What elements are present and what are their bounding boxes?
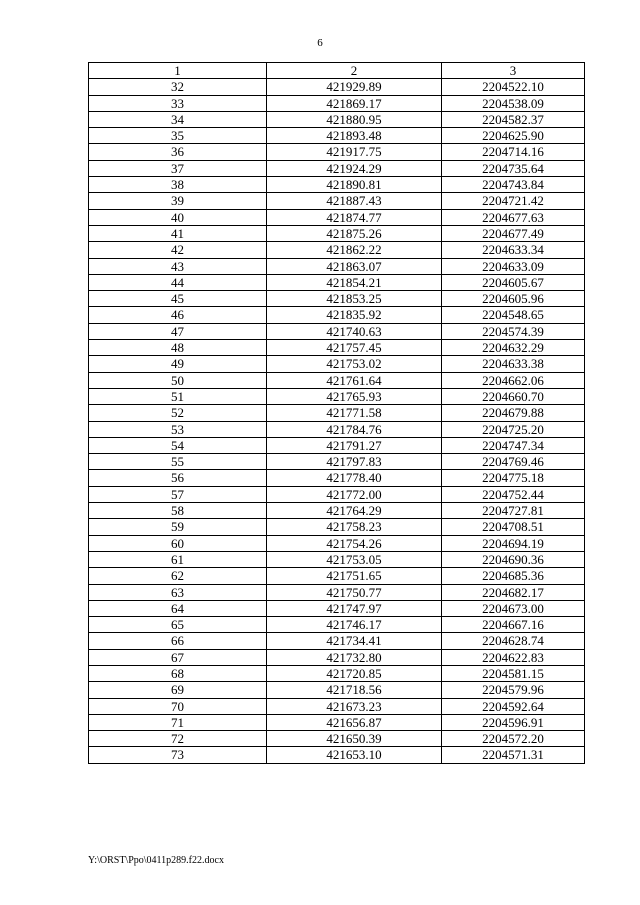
table-row	[89, 437, 585, 453]
table-cell: 2204628.74	[442, 633, 585, 649]
table-row	[89, 128, 585, 144]
table-cell: 41	[89, 225, 267, 241]
table-cell: 2204538.09	[442, 95, 585, 111]
table-row	[89, 454, 585, 470]
table-row	[89, 144, 585, 160]
table-cell: 62	[89, 568, 267, 584]
table-cell: 43	[89, 258, 267, 274]
table-cell: 52	[89, 405, 267, 421]
table-row	[89, 340, 585, 356]
table-cell: 2204682.17	[442, 584, 585, 600]
table-cell: 421673.23	[267, 698, 442, 714]
table-cell: 421853.25	[267, 291, 442, 307]
table-row	[89, 649, 585, 665]
table-cell: 2204596.91	[442, 714, 585, 730]
table-cell: 42	[89, 242, 267, 258]
table-row	[89, 79, 585, 95]
table-cell: 53	[89, 421, 267, 437]
table-cell: 421761.64	[267, 372, 442, 388]
table-cell: 421924.29	[267, 160, 442, 176]
table-row	[89, 519, 585, 535]
table-row	[89, 258, 585, 274]
table-cell: 2204694.19	[442, 535, 585, 551]
table-row	[89, 568, 585, 584]
table-cell: 421746.17	[267, 617, 442, 633]
table-cell: 2204735.64	[442, 160, 585, 176]
table-cell: 421854.21	[267, 274, 442, 290]
table-cell: 421772.00	[267, 486, 442, 502]
table-cell: 70	[89, 698, 267, 714]
table-cell: 36	[89, 144, 267, 160]
table-cell: 2204727.81	[442, 503, 585, 519]
table-cell: 2204747.34	[442, 437, 585, 453]
table-cell: 421750.77	[267, 584, 442, 600]
table-row	[89, 535, 585, 551]
table-cell: 421720.85	[267, 665, 442, 681]
table-row	[89, 682, 585, 698]
table-cell: 421757.45	[267, 340, 442, 356]
table-cell: 65	[89, 617, 267, 633]
table-cell: 45	[89, 291, 267, 307]
table-cell: 2204690.36	[442, 551, 585, 567]
table-cell: 421862.22	[267, 242, 442, 258]
table-cell: 421765.93	[267, 388, 442, 404]
table-cell: 2204574.39	[442, 323, 585, 339]
table-row	[89, 731, 585, 747]
table-cell: 421880.95	[267, 111, 442, 127]
table-cell: 71	[89, 714, 267, 730]
table-cell: 32	[89, 79, 267, 95]
table-cell: 66	[89, 633, 267, 649]
table-cell: 2204582.37	[442, 111, 585, 127]
table-cell: 33	[89, 95, 267, 111]
table-row	[89, 600, 585, 616]
table-row	[89, 470, 585, 486]
table-cell: 421754.26	[267, 535, 442, 551]
table-row	[89, 665, 585, 681]
table-cell: 2204667.16	[442, 617, 585, 633]
table-cell: 421893.48	[267, 128, 442, 144]
table-row	[89, 111, 585, 127]
table-row	[89, 209, 585, 225]
table-row	[89, 633, 585, 649]
table-body	[89, 79, 585, 763]
table-row	[89, 291, 585, 307]
page-number: 6	[317, 37, 323, 49]
table-cell: 2204633.38	[442, 356, 585, 372]
table-cell: 73	[89, 747, 267, 763]
table-row	[89, 242, 585, 258]
table-row	[89, 177, 585, 193]
table-cell: 2204679.88	[442, 405, 585, 421]
table-cell: 421753.05	[267, 551, 442, 567]
table-row	[89, 617, 585, 633]
table-row	[89, 486, 585, 502]
table-row	[89, 323, 585, 339]
table-cell: 2204572.20	[442, 731, 585, 747]
table-row	[89, 356, 585, 372]
table-cell: 421732.80	[267, 649, 442, 665]
table-cell: 63	[89, 584, 267, 600]
table-cell: 421791.27	[267, 437, 442, 453]
table-cell: 46	[89, 307, 267, 323]
table-cell: 2204605.96	[442, 291, 585, 307]
table-cell: 34	[89, 111, 267, 127]
table-cell: 2204685.36	[442, 568, 585, 584]
table-cell: 421653.10	[267, 747, 442, 763]
table-cell: 68	[89, 665, 267, 681]
table-cell: 421734.41	[267, 633, 442, 649]
table-cell: 2204592.64	[442, 698, 585, 714]
table-cell: 61	[89, 551, 267, 567]
table-row	[89, 95, 585, 111]
table-cell: 57	[89, 486, 267, 502]
table-cell: 2204522.10	[442, 79, 585, 95]
table-row	[89, 747, 585, 763]
table-cell: 421740.63	[267, 323, 442, 339]
table-cell: 2204677.63	[442, 209, 585, 225]
table-cell: 38	[89, 177, 267, 193]
table-cell: 421863.07	[267, 258, 442, 274]
coordinates-table	[88, 62, 585, 764]
table-cell: 2204714.16	[442, 144, 585, 160]
table-row	[89, 160, 585, 176]
table-cell: 2204721.42	[442, 193, 585, 209]
table-cell: 421718.56	[267, 682, 442, 698]
table-cell: 40	[89, 209, 267, 225]
table-cell: 64	[89, 600, 267, 616]
table-cell: 421747.97	[267, 600, 442, 616]
table-cell: 421784.76	[267, 421, 442, 437]
table-cell: 421764.29	[267, 503, 442, 519]
table-cell: 37	[89, 160, 267, 176]
table-cell: 72	[89, 731, 267, 747]
table-row	[89, 698, 585, 714]
table-cell: 2204632.29	[442, 340, 585, 356]
table-cell: 2204579.96	[442, 682, 585, 698]
table-cell: 59	[89, 519, 267, 535]
table-cell: 421650.39	[267, 731, 442, 747]
table-cell: 2204622.83	[442, 649, 585, 665]
table-cell: 2204633.34	[442, 242, 585, 258]
table-cell: 39	[89, 193, 267, 209]
table-row	[89, 193, 585, 209]
table-cell: 51	[89, 388, 267, 404]
table-cell: 421835.92	[267, 307, 442, 323]
table-cell: 421869.17	[267, 95, 442, 111]
table-cell: 421917.75	[267, 144, 442, 160]
table-cell: 421771.58	[267, 405, 442, 421]
table-row	[89, 225, 585, 241]
table-cell: 2204769.46	[442, 454, 585, 470]
table-cell: 421758.23	[267, 519, 442, 535]
table-cell: 2204625.90	[442, 128, 585, 144]
table-cell: 58	[89, 503, 267, 519]
table-cell: 2204775.18	[442, 470, 585, 486]
table-cell: 421890.81	[267, 177, 442, 193]
footer-file-path: Y:\ORST\Ppo\0411p289.f22.docx	[88, 855, 224, 866]
table-row	[89, 421, 585, 437]
table-cell: 2204571.31	[442, 747, 585, 763]
table-cell: 35	[89, 128, 267, 144]
table-cell: 421797.83	[267, 454, 442, 470]
table-cell: 56	[89, 470, 267, 486]
table-cell: 55	[89, 454, 267, 470]
table-cell: 421874.77	[267, 209, 442, 225]
table-cell: 60	[89, 535, 267, 551]
column-header: 3	[442, 63, 585, 79]
table-cell: 421778.40	[267, 470, 442, 486]
table-cell: 421656.87	[267, 714, 442, 730]
table-cell: 421887.43	[267, 193, 442, 209]
table-cell: 48	[89, 340, 267, 356]
table-cell: 2204605.67	[442, 274, 585, 290]
table-cell: 2204581.15	[442, 665, 585, 681]
table-cell: 2204633.09	[442, 258, 585, 274]
table-cell: 54	[89, 437, 267, 453]
table-row	[89, 584, 585, 600]
table-cell: 2204743.84	[442, 177, 585, 193]
table-cell: 421875.26	[267, 225, 442, 241]
table-cell: 2204548.65	[442, 307, 585, 323]
table-row	[89, 551, 585, 567]
table-cell: 2204708.51	[442, 519, 585, 535]
table-header-row	[89, 63, 585, 79]
table-row	[89, 388, 585, 404]
table-cell: 50	[89, 372, 267, 388]
table-row	[89, 307, 585, 323]
table-cell: 44	[89, 274, 267, 290]
table-cell: 2204660.70	[442, 388, 585, 404]
table-cell: 2204673.00	[442, 600, 585, 616]
table-cell: 69	[89, 682, 267, 698]
table-row	[89, 405, 585, 421]
table-cell: 421929.89	[267, 79, 442, 95]
column-header: 1	[89, 63, 267, 79]
table-cell: 2204677.49	[442, 225, 585, 241]
table-cell: 421751.65	[267, 568, 442, 584]
table-cell: 421753.02	[267, 356, 442, 372]
table-cell: 49	[89, 356, 267, 372]
table-cell: 47	[89, 323, 267, 339]
table-cell: 2204752.44	[442, 486, 585, 502]
table-row	[89, 372, 585, 388]
table-row	[89, 714, 585, 730]
table-row	[89, 503, 585, 519]
table-cell: 67	[89, 649, 267, 665]
table-cell: 2204725.20	[442, 421, 585, 437]
table-cell: 2204662.06	[442, 372, 585, 388]
table-row	[89, 274, 585, 290]
column-header: 2	[267, 63, 442, 79]
